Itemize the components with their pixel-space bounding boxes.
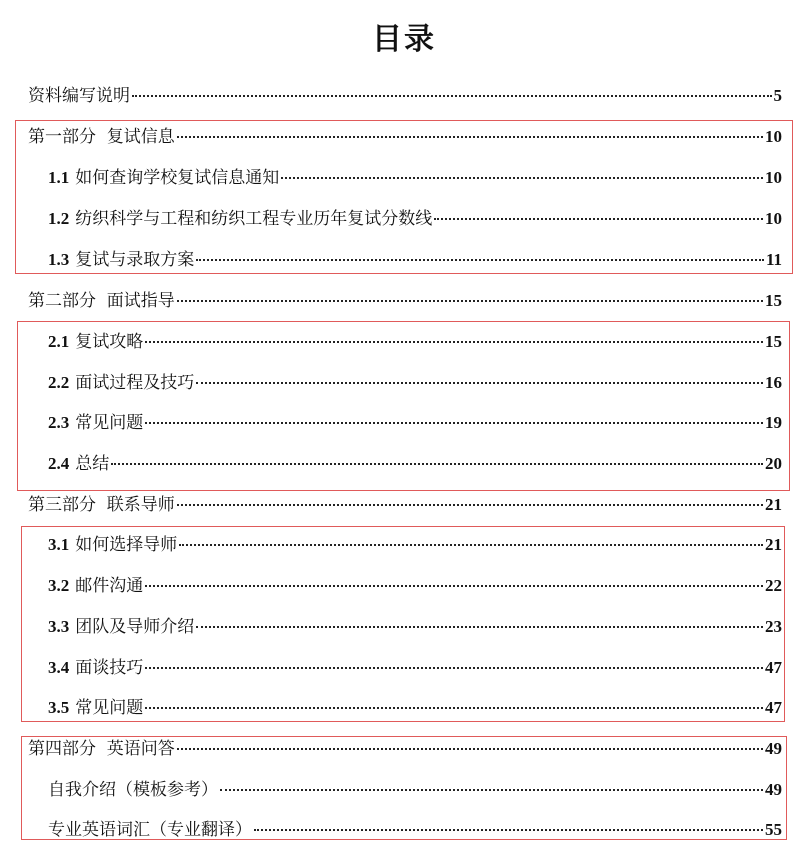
toc-section-number: 3.5 — [48, 698, 70, 717]
toc-entry-text: 面谈技巧 — [75, 658, 144, 678]
toc-section-number: 3.1 — [48, 535, 70, 554]
toc-page-number: 5 — [773, 86, 782, 105]
page-title: 目录 — [372, 22, 436, 57]
toc-entry-text: 第一部分 复试信息 — [28, 127, 175, 147]
toc-entry-text: 邮件沟通 — [75, 576, 144, 596]
toc-page-number: 21 — [765, 495, 782, 514]
toc-page-number: 11 — [765, 250, 782, 269]
toc-page-number: 47 — [765, 658, 782, 677]
dot-leader — [177, 748, 763, 750]
toc-entry-intro[interactable] — [28, 84, 782, 108]
dot-leader — [177, 504, 763, 506]
toc-entry-self-intro[interactable] — [48, 778, 782, 802]
toc-entry-2-1[interactable] — [48, 330, 782, 354]
toc-section-number: 1.1 — [48, 168, 70, 187]
toc-page-number: 16 — [765, 373, 782, 392]
toc-entry-text: 面试过程及技巧 — [75, 373, 195, 393]
dot-leader — [434, 218, 763, 220]
toc-entry-3-1[interactable] — [48, 533, 782, 557]
toc-entry-text: 团队及导师介绍 — [75, 617, 195, 637]
toc-entry-text: 第三部分 联系导师 — [28, 495, 175, 515]
dot-leader — [179, 544, 763, 546]
toc-entry-1-2[interactable] — [48, 207, 782, 231]
toc-section-number: 2.1 — [48, 332, 70, 351]
toc-entry-text: 总结 — [75, 454, 110, 474]
toc-page-number: 49 — [765, 739, 782, 758]
toc-entry-3-3[interactable] — [48, 615, 782, 639]
toc-page-number: 20 — [765, 454, 782, 473]
toc-entry-part1[interactable] — [28, 125, 782, 149]
dot-leader — [220, 789, 763, 791]
toc-entry-text: 第二部分 面试指导 — [28, 291, 175, 311]
dot-leader — [145, 585, 763, 587]
toc-section-number: 1.3 — [48, 250, 70, 269]
toc-page-number: 19 — [765, 413, 782, 432]
toc-entry-text: 复试攻略 — [75, 332, 144, 352]
toc-page-number: 47 — [765, 698, 782, 717]
toc-entry-text: 资料编写说明 — [28, 86, 130, 106]
toc-page-number: 15 — [765, 332, 782, 351]
dot-leader — [254, 829, 763, 831]
toc-page-number: 10 — [765, 168, 782, 187]
toc-section-number: 2.2 — [48, 373, 70, 392]
toc-section-number: 3.2 — [48, 576, 70, 595]
toc-entry-1-3[interactable] — [48, 248, 782, 272]
toc-section-number: 2.3 — [48, 413, 70, 432]
dot-leader — [111, 463, 763, 465]
toc-entry-part2[interactable] — [28, 289, 782, 313]
toc-entry-text: 复试与录取方案 — [75, 250, 195, 270]
toc-page-number: 49 — [765, 780, 782, 799]
dot-leader — [281, 177, 763, 179]
toc-entry-text: 专业英语词汇（专业翻译） — [48, 820, 252, 840]
toc-entry-vocabulary[interactable] — [48, 818, 782, 842]
dot-leader — [177, 136, 763, 138]
dot-leader — [196, 626, 763, 628]
toc-page-number: 15 — [765, 291, 782, 310]
toc-entry-3-4[interactable] — [48, 656, 782, 680]
toc-entry-text: 纺织科学与工程和纺织工程专业历年复试分数线 — [75, 209, 433, 229]
toc-entry-2-3[interactable] — [48, 411, 782, 435]
toc-section-number: 3.4 — [48, 658, 70, 677]
dot-leader — [196, 382, 763, 384]
toc-section-number: 1.2 — [48, 209, 70, 228]
toc-section-number: 3.3 — [48, 617, 70, 636]
toc-entry-text: 常见问题 — [75, 698, 144, 718]
toc-page-number: 21 — [765, 535, 782, 554]
dot-leader — [145, 341, 763, 343]
toc-entry-text: 常见问题 — [75, 413, 144, 433]
toc-entry-2-4[interactable] — [48, 452, 782, 476]
toc-page-number: 23 — [765, 617, 782, 636]
toc-entry-text: 第四部分 英语问答 — [28, 739, 175, 759]
dot-leader — [145, 667, 763, 669]
dot-leader — [196, 259, 764, 261]
toc-entry-3-2[interactable] — [48, 574, 782, 598]
dot-leader — [145, 707, 763, 709]
toc-page-number: 55 — [765, 820, 782, 839]
toc-page-number: 22 — [765, 576, 782, 595]
toc-entry-text: 自我介绍（模板参考） — [48, 780, 218, 800]
toc-page-number: 10 — [765, 127, 782, 146]
toc-entry-text: 如何查询学校复试信息通知 — [75, 168, 280, 188]
toc-section-number: 2.4 — [48, 454, 70, 473]
toc-entry-3-5[interactable] — [48, 696, 782, 720]
dot-leader — [145, 422, 763, 424]
dot-leader — [177, 300, 763, 302]
toc-entry-2-2[interactable] — [48, 371, 782, 395]
toc-entry-1-1[interactable] — [48, 166, 782, 190]
toc-entry-part4[interactable] — [28, 737, 782, 761]
toc-entry-text: 如何选择导师 — [75, 535, 178, 555]
toc-entry-part3[interactable] — [28, 493, 782, 517]
dot-leader — [132, 95, 772, 97]
toc-page-number: 10 — [765, 209, 782, 228]
